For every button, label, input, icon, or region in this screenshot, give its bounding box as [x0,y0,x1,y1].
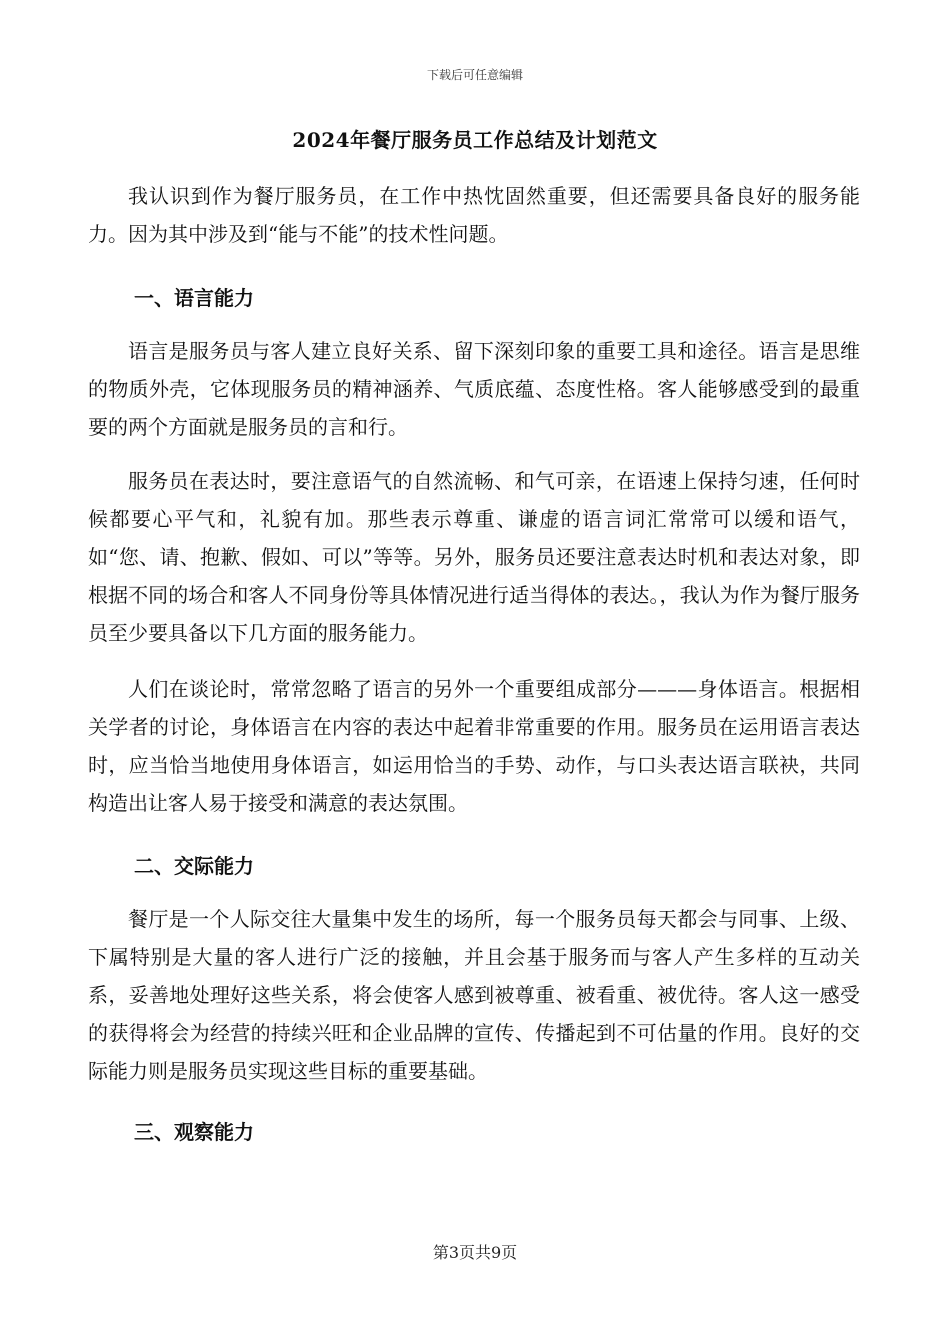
header-note: 下载后可任意编辑 [426,68,523,82]
language-paragraph-2: 服务员在表达时，要注意语气的自然流畅、和气可亲，在语速上保持匀速，任何时候都要心平气和，礼貌有加。那些表示尊重、谦虚的语言词汇常常可以缓和语气，如“您、请、抱歉、假如、可以”等等。另外，服务员还要注意表达时机和表达对象，即根据不同的场合和客人不同身份等具体情况进行适当得体的表达。，我认为作为餐厅服务员至少要具备以下几方面的服务能力。 [88,469,860,645]
intro-paragraph: 我认识到作为餐厅服务员，在工作中热忱固然重要，但还需要具备良好的服务能力。因为其中涉及到“能与不能”的技术性问题。 [88,184,860,246]
page-number: 第3页共9页 [432,1243,518,1262]
section-heading-language: 一、语言能力 [134,286,254,310]
language-paragraph-1: 语言是服务员与客人建立良好关系、留下深刻印象的重要工具和途径。语言是思维的物质外壳，它体现服务员的精神涵养、气质底蕴、态度性格。客人能够感受到的最重要的两个方面就是服务员的言和行。 [88,339,860,439]
section-heading-observation: 三、观察能力 [134,1120,254,1144]
document-title: 2024年餐厅服务员工作总结及计划范文 [292,128,658,152]
language-paragraph-3: 人们在谈论时，常常忽略了语言的另外一个重要组成部分———身体语言。根据相关学者的讨论，身体语言在内容的表达中起着非常重要的作用。服务员在运用语言表达时，应当恰当地使用身体语言，如运用恰当的手势、动作，与口头表达语言联袂，共同构造出让客人易于接受和满意的表达氛围。 [88,677,860,815]
communication-paragraph: 餐厅是一个人际交往大量集中发生的场所，每一个服务员每天都会与同事、上级、下属特别是大量的客人进行广泛的接触，并且会基于服务而与客人产生多样的互动关系，妥善地处理好这些关系，将会使客人感到被尊重、被看重、被优待。客人这一感受的获得将会为经营的持续兴旺和企业品牌的宣传、传播起到不可估量的作用。良好的交际能力则是服务员实现这些目标的重要基础。 [88,907,860,1083]
section-heading-communication: 二、交际能力 [134,854,254,878]
